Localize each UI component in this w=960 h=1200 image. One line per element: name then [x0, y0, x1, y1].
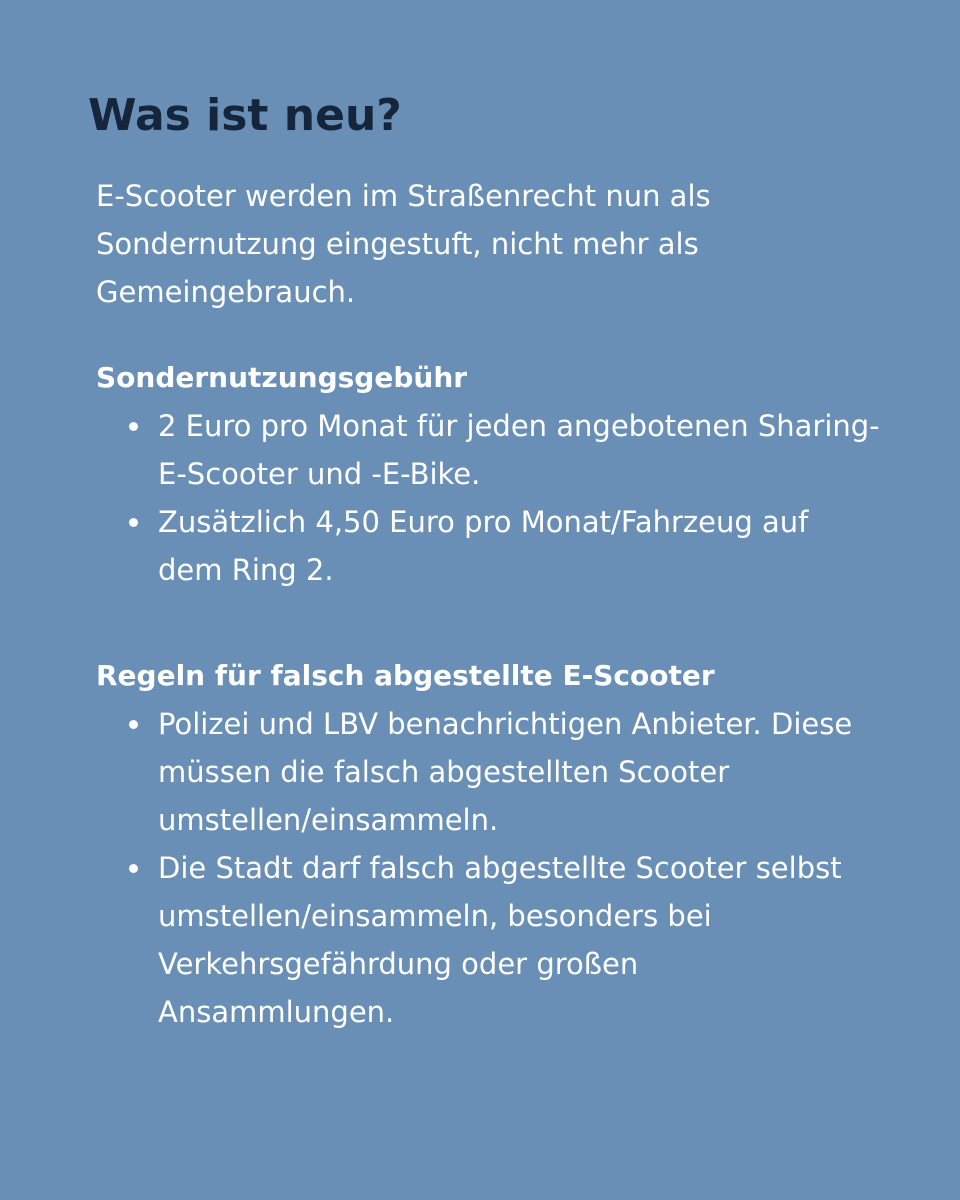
bullet-dot-icon	[129, 518, 138, 527]
list-item	[158, 402, 880, 498]
list-item	[158, 700, 880, 844]
section-heading-fee: Sondernutzungsgebühr	[96, 361, 468, 394]
bullet-dot-icon	[129, 864, 138, 873]
list-item-text: Polizei und LBV benachrichtigen Anbieter. Diese müssen die falsch abgestellten Scooter umstellen/einsammeln.	[158, 707, 853, 837]
list-item-text: Die Stadt darf falsch abgestellte Scooter selbst umstellen/einsammeln, besonders bei Verkehrsgefährdung oder großen Ansammlungen.	[158, 851, 842, 1029]
list-item-text: Zusätzlich 4,50 Euro pro Monat/Fahrzeug auf dem Ring 2.	[158, 505, 809, 587]
list-item	[158, 844, 880, 1036]
rules-list	[96, 700, 880, 1036]
bullet-dot-icon	[129, 422, 138, 431]
list-item	[158, 498, 880, 594]
intro-paragraph: E-Scooter werden im Straßenrecht nun als Sondernutzung eingestuft, nicht mehr als Gemeingebrauch.	[96, 179, 711, 309]
fee-list	[96, 402, 880, 594]
section-heading-rules: Regeln für falsch abgestellte E-Scooter	[96, 659, 715, 692]
section-fee	[96, 354, 880, 594]
section-rules	[96, 652, 880, 1036]
list-item-text: 2 Euro pro Monat für jeden angebotenen Sharing-E-Scooter und -E-Bike.	[158, 409, 880, 491]
page-title: Was ist neu?	[88, 90, 402, 141]
bullet-dot-icon	[129, 720, 138, 729]
